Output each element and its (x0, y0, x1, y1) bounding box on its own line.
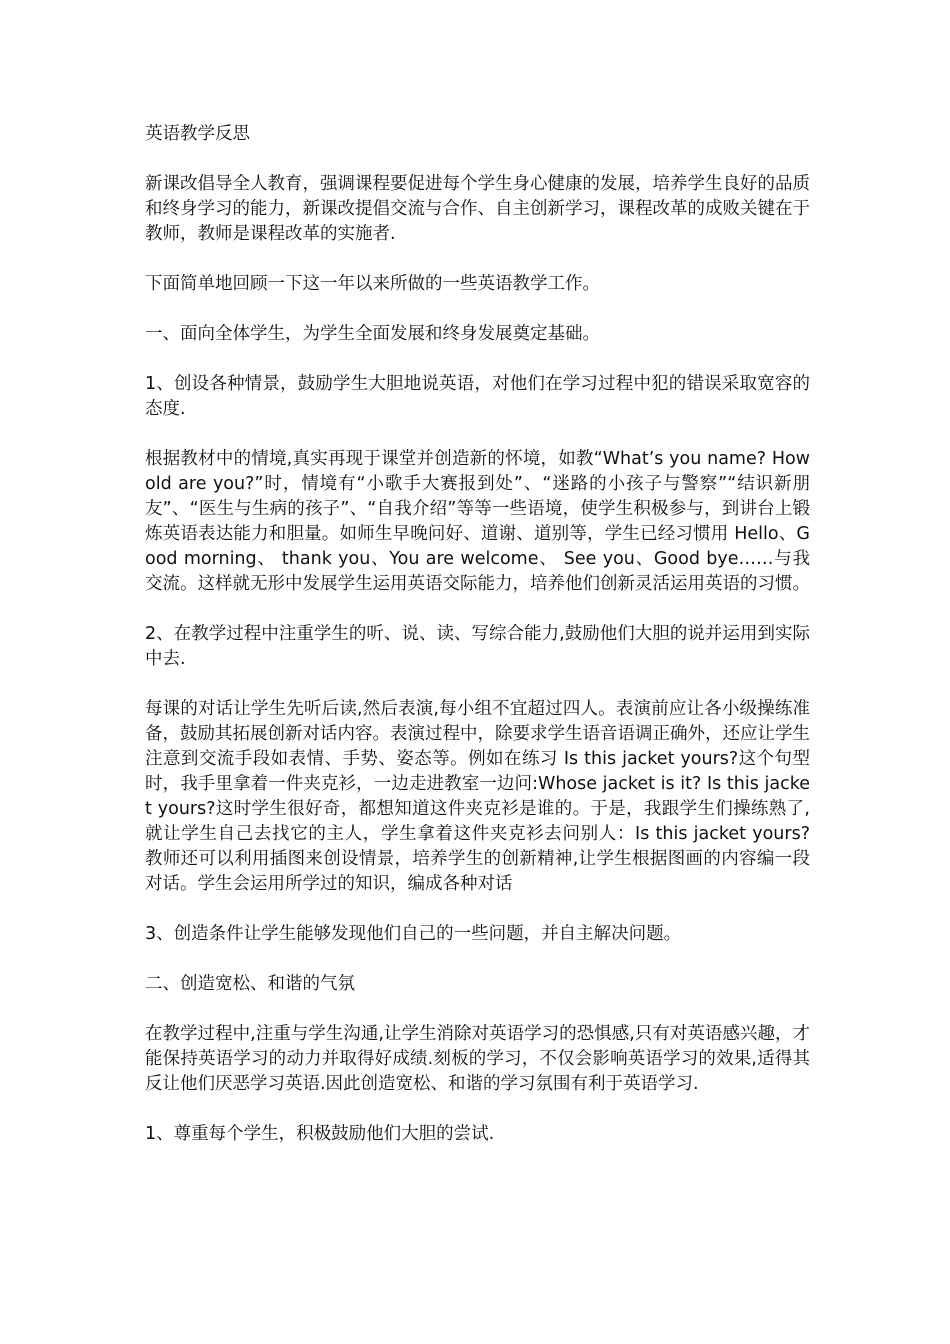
paragraph-intro: 新课改倡导全人教育，强调课程要促进每个学生身心健康的发展，培养学生良好的品质和终身学习的能力，新课改提倡交流与合作、自主创新学习，课程改革的成败关键在于教师，教师是课程改革的实施者. (145, 174, 810, 244)
section-heading-2: 二、创造宽松、和谐的气氛 (145, 974, 355, 994)
subheading-1-2: 2、在教学过程中注重学生的听、说、读、写综合能力,鼓励他们大胆的说并运用到实际中去. (145, 624, 810, 669)
subheading-2-1: 1、尊重每个学生，积极鼓励他们大胆的尝试. (145, 1124, 495, 1144)
subheading-1-3: 3、创造条件让学生能够发现他们自己的一些问题，并自主解决问题。 (145, 924, 682, 944)
document-body (145, 122, 810, 1172)
paragraph-dialogue-practice: 每课的对话让学生先听后读,然后表演,每小组不宜超过四人。表演前应让各小级操练准备，鼓励其拓展创新对话内容。表演过程中，除要求学生语音语调正确外，还应让学生注意到交流手段如表情、手势、姿态等。例如在练习 Is this jacket yours?这个句型时，我手里拿着一件夹克衫，一边走进教室一边问:Whose jacket is it? Is this jacket yours?这时学生很好奇，都想知道这件夹克衫是谁的。于是，我跟学生们操练熟了,就让学生自己去找它的主人，学生拿着这件夹克衫去问别人：Is this jacket yours? 教师还可以利用插图来创设情景，培养学生的创新精神,让学生根据图画的内容编一段对话。学生会运用所学过的知识，编成各种对话 (145, 699, 810, 894)
section-heading-1: 一、面向全体学生，为学生全面发展和终身发展奠定基础。 (145, 324, 600, 344)
subheading-1-1: 1、创设各种情景，鼓励学生大胆地说英语，对他们在学习过程中犯的错误采取宽容的态度. (145, 374, 810, 419)
paragraph-situations: 根据教材中的情境,真实再现于课堂并创造新的怀境，如教“What’s you name? How old are you?”时，情境有“小歌手大赛报到处”、“迷路的小孩子与警察”“结识新朋友”、“医生与生病的孩子”、“自我介绍”等等一些语境，使学生积极参与，到讲台上锻炼英语表达能力和胆量。如师生早晚问好、道谢、道别等，学生已经习惯用 Hello、Good morning、 thank you、You are welcome、 See you、Good bye……与我交流。这样就无形中发展学生运用英语交际能力，培养他们创新灵活运用英语的习惯。 (145, 449, 810, 594)
paragraph-atmosphere: 在教学过程中,注重与学生沟通,让学生消除对英语学习的恐惧感,只有对英语感兴趣，才能保持英语学习的动力并取得好成绩.刻板的学习，不仅会影响英语学习的效果,适得其反让他们厌恶学习英语.因此创造宽松、和谐的学习氛围有利于英语学习. (145, 1024, 810, 1094)
document-title: 英语教学反思 (145, 124, 250, 144)
paragraph-review: 下面简单地回顾一下这一年以来所做的一些英语教学工作。 (145, 274, 600, 294)
